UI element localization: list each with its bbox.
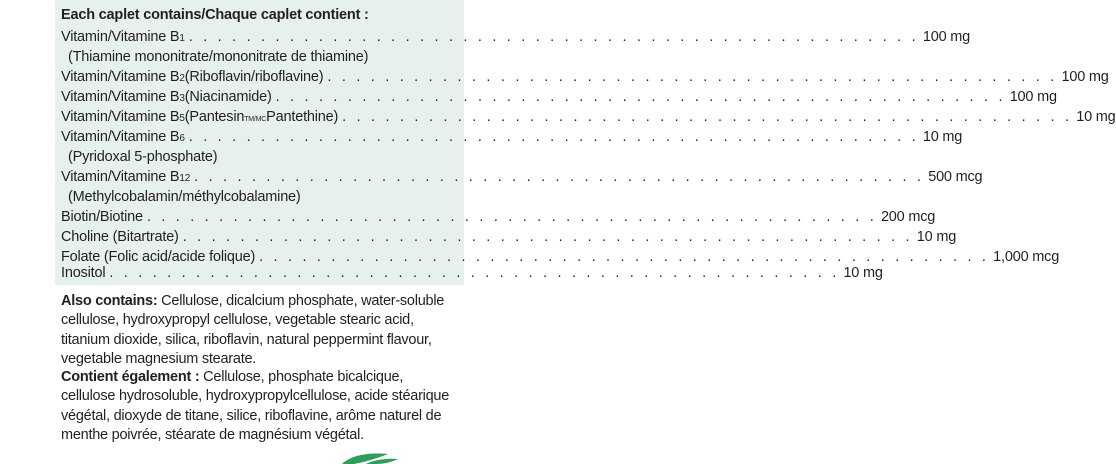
ingredient-label: Vitamin/Vitamine B (61, 109, 180, 125)
ingredient-subscript: 1 (179, 33, 185, 44)
also-contains-heading: Also contains: (61, 293, 158, 309)
ingredient-subscript: 6 (179, 133, 185, 144)
ingredient-amount: 10 mg (843, 265, 883, 281)
ingredient-label: Folate (Folic acid/acide folique) (61, 249, 256, 265)
ingredient-subscript: 2 (179, 73, 185, 84)
ingredient-row-biotin (61, 207, 936, 227)
ingredient-amount: 100 mg (922, 29, 971, 45)
dot-leader: . . . . . . . . . . . . . . . . . . . . . . . . . . . . . . . . . . . . . . . . . . . . . . . . . . . (146, 209, 877, 225)
contient-text: Cellulose, phosphate bicalcique, cellulose hydrosoluble, hydroxypropylcellulose, acide stéarique végétal, dioxyde de titane, silice, riboflavine, arôme naturel de menthe poivrée, stéarate de magnésium végétal. (61, 369, 450, 443)
ingredient-amount: 10 mg (922, 129, 963, 145)
ingredient-label: Vitamin/Vitamine B (61, 129, 180, 145)
dot-leader: . . . . . . . . . . . . . . . . . . . . . . . . . . . . . . . . . . . . . . . . . . . . . . . . . . . (188, 29, 919, 45)
ingredient-detail: (Niacinamide) (184, 89, 272, 105)
ingredient-note: (Thiamine mononitrate/mononitrate de thiamine) (68, 49, 369, 65)
ingredient-row-b2 (61, 67, 1109, 87)
also-contains-text: Cellulose, dicalcium phosphate, water-soluble cellulose, hydroxypropyl cellulose, vegetable stearic acid, titanium dioxide, silica, riboflavin, natural peppermint flavour, vegetable magnesium stearate. (61, 293, 445, 367)
ingredient-row-choline (61, 227, 957, 247)
ingredient-label: Vitamin/Vitamine B (61, 169, 180, 185)
also-contains-paragraph (61, 292, 459, 369)
dot-leader: . . . . . . . . . . . . . . . . . . . . . . . . . . . . . . . . . . . . . . . . . . . . . . . . . . . (194, 169, 925, 185)
ingredient-detail-end: Pantethine) (266, 109, 339, 125)
ingredient-subscript: 12 (179, 173, 191, 184)
trademark-superscript: TM/MC (244, 116, 267, 123)
ingredient-detail: (Riboflavin/riboflavine) (184, 69, 324, 85)
dot-leader: . . . . . . . . . . . . . . . . . . . . . . . . . . . . . . . . . . . . . . . . . . . . . . . . . . . (109, 265, 840, 281)
leaf-logo-icon (336, 452, 400, 464)
ingredient-detail: (Pantesin (184, 109, 245, 125)
dot-leader: . . . . . . . . . . . . . . . . . . . . . . . . . . . . . . . . . . . . . . . . . . . . . . . . . . . (327, 69, 1058, 85)
ingredient-row-b5 (61, 107, 1116, 127)
ingredient-amount: 10 mg (916, 229, 957, 245)
ingredient-subscript: 3 (179, 93, 185, 104)
contient-paragraph (61, 368, 459, 445)
ingredient-row-b3 (61, 87, 1057, 107)
dot-leader: . . . . . . . . . . . . . . . . . . . . . . . . . . . . . . . . . . . . . . . . . . . . . . . . . . . (182, 229, 913, 245)
ingredient-label: Inositol (61, 265, 106, 281)
ingredient-row-b1 (61, 27, 971, 47)
ingredient-label: Vitamin/Vitamine B (61, 69, 180, 85)
ingredient-label: Vitamin/Vitamine B (61, 89, 180, 105)
ingredient-note: (Methylcobalamin/méthylcobalamine) (68, 189, 301, 205)
ingredient-row-b12 (61, 167, 983, 187)
ingredient-label: Vitamin/Vitamine B (61, 29, 180, 45)
contents-heading: Each caplet contains/Chaque caplet contient : (61, 7, 369, 23)
ingredient-row-inositol (61, 263, 883, 283)
ingredient-amount: 500 mcg (928, 169, 983, 185)
dot-leader: . . . . . . . . . . . . . . . . . . . . . . . . . . . . . . . . . . . . . . . . . . . . . . . . . . . (188, 129, 919, 145)
ingredient-note: (Pyridoxal 5-phosphate) (68, 149, 218, 165)
dot-leader: . . . . . . . . . . . . . . . . . . . . . . . . . . . . . . . . . . . . . . . . . . . . . . . . . . . (342, 109, 1073, 125)
ingredient-row-b6 (61, 127, 963, 147)
ingredient-label: Choline (Bitartrate) (61, 229, 179, 245)
contient-heading: Contient également : (61, 369, 200, 385)
dot-leader: . . . . . . . . . . . . . . . . . . . . . . . . . . . . . . . . . . . . . . . . . . . . . . . . . . . (275, 89, 1006, 105)
ingredient-amount: 1,000 mcg (993, 249, 1060, 265)
dot-leader: . . . . . . . . . . . . . . . . . . . . . . . . . . . . . . . . . . . . . . . . . . . . . . . . . . . (259, 249, 990, 265)
panel-divider (55, 285, 464, 288)
ingredient-amount: 10 mg (1076, 109, 1116, 125)
ingredient-amount: 100 mg (1009, 89, 1057, 105)
ingredient-subscript: 5 (179, 113, 185, 124)
ingredient-label: Biotin/Biotine (61, 209, 143, 225)
ingredient-amount: 200 mcg (880, 209, 936, 225)
ingredient-amount: 100 mg (1061, 69, 1109, 85)
